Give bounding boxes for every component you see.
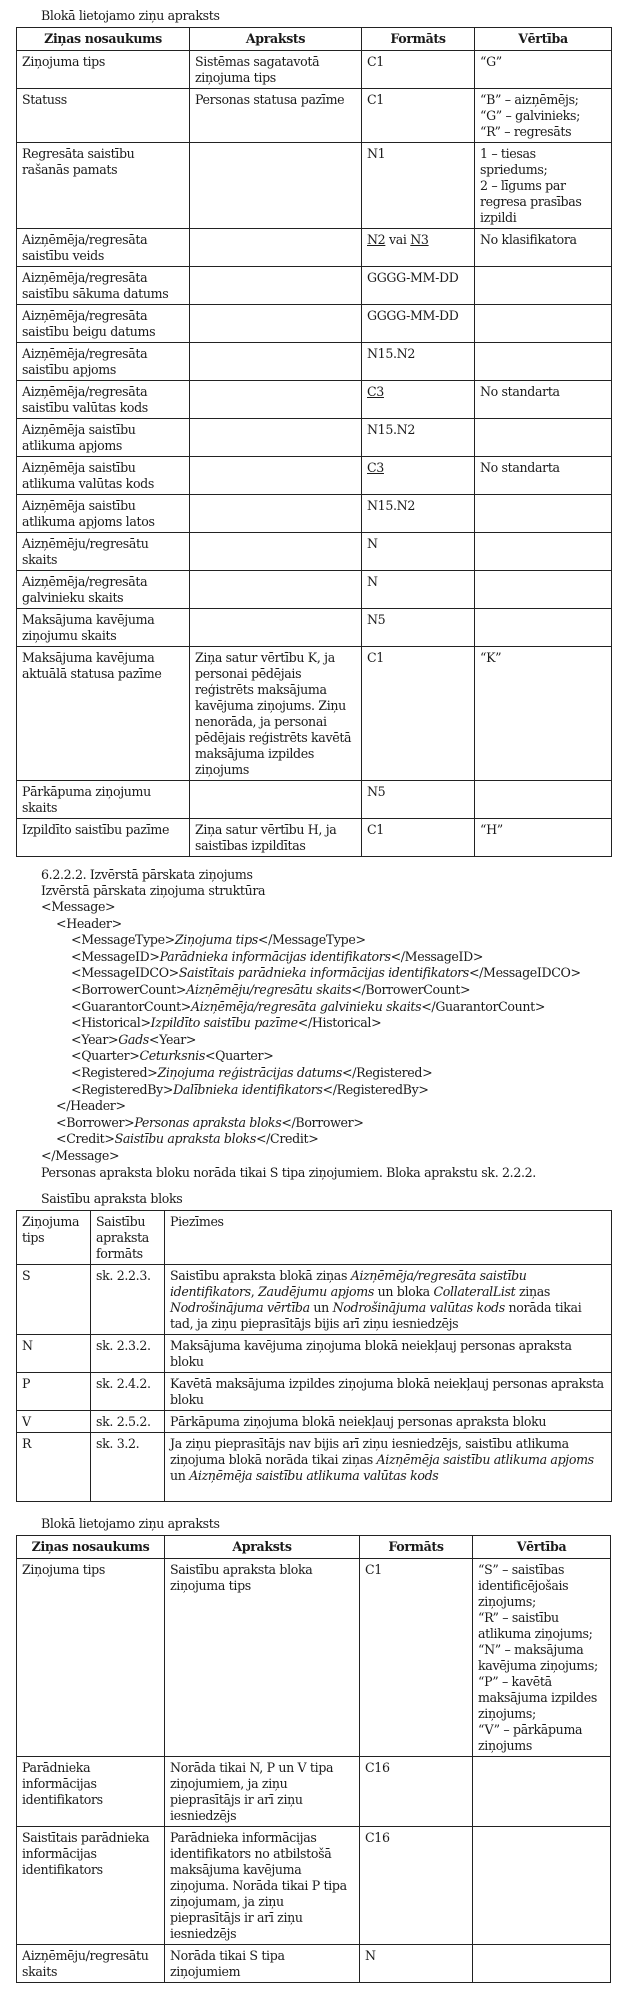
xml-open-tag: <Year> <box>71 1031 119 1047</box>
value-cell: “K” <box>475 647 612 781</box>
xml-content: Saistītais parādnieka informācijas identifikators <box>178 965 469 981</box>
xml-line <box>41 916 612 933</box>
xml-line <box>41 932 612 949</box>
value-cell <box>475 267 612 305</box>
description-cell: Parādnieka informācijas identifikators no atbilstošā maksājuma kavējuma ziņojuma. Norāda tikai P tipa ziņojumam, ja ziņu pieprasītājs ir arī ziņu iesniedzējs <box>165 1826 360 1944</box>
xml-content: Aizņēmēja/regresāta galvinieku skaits <box>191 998 422 1014</box>
xml-content: Izpildīto saistību pazīme <box>150 1015 298 1031</box>
text-segment: GGGG-MM-DD <box>367 308 459 323</box>
value-cell: 1 – tiesas spriedums; 2 – līgums par regresa prasības izpildi <box>475 143 612 229</box>
xml-close-tag: </GuarantorCount> <box>421 998 546 1014</box>
italic-term: CollateralList <box>433 1283 516 1299</box>
notes-cell <box>165 1372 612 1410</box>
table-row <box>17 457 612 495</box>
table-row <box>17 1558 611 1756</box>
xml-line <box>41 1098 612 1115</box>
table-row <box>17 1334 612 1372</box>
field-name-cell: Aizņēmēja/regresāta saistību valūtas kods <box>17 381 190 419</box>
format-cell <box>362 457 475 495</box>
xml-close-tag: </Historical> <box>297 1015 382 1031</box>
header-value: Vērtība <box>473 1535 611 1558</box>
message-type-cell: N <box>17 1334 91 1372</box>
description-cell: Personas statusa pazīme <box>190 89 362 143</box>
text-segment: N15.N2 <box>367 422 415 437</box>
table-row <box>17 143 612 229</box>
message-type-cell: P <box>17 1372 91 1410</box>
header-field-name: Ziņas nosaukums <box>17 1535 165 1558</box>
value-cell <box>475 419 612 457</box>
header-message-type: Ziņojuma tips <box>17 1210 91 1264</box>
xml-close-tag: </MessageIDCO> <box>468 965 581 981</box>
format-cell <box>360 1826 473 1944</box>
xml-close-tag: </MessageType> <box>257 932 366 948</box>
text-segment: N <box>367 574 378 589</box>
table-row <box>17 1944 611 1982</box>
xml-line <box>41 899 612 916</box>
value-cell <box>475 495 612 533</box>
field-name-cell: Aizņēmēja/regresāta saistību sākuma datums <box>17 267 190 305</box>
format-cell <box>362 143 475 229</box>
xml-line <box>41 1131 612 1148</box>
description-cell: Ziņa satur vērtību H, ja saistības izpildītas <box>190 819 362 857</box>
xml-content: Ziņojuma tips <box>174 932 258 948</box>
xml-close-tag: </RegisteredBy> <box>322 1081 429 1097</box>
value-cell <box>475 781 612 819</box>
description-cell: Sistēmas sagatavotā ziņojuma tips <box>190 51 362 89</box>
format-reference-cell: sk. 2.2.3. <box>91 1264 165 1334</box>
description-cell <box>190 343 362 381</box>
description-cell <box>190 143 362 229</box>
block-fields-table <box>16 27 612 857</box>
text-segment: norāda tikai tad, ja ziņu pieprasītājs bijis arī ziņu iesniedzējs <box>170 1299 582 1331</box>
format-cell <box>360 1944 473 1982</box>
italic-term: Zaudējumu apjoms <box>258 1283 374 1299</box>
header-format: Formāts <box>360 1535 473 1558</box>
italic-term: Aizņēmēja/regresāta saistību identifikators <box>170 1267 527 1299</box>
xml-open-tag: <Borrower> <box>56 1114 135 1130</box>
section-heading: 6.2.2.2. Izvērstā pārskata ziņojums <box>41 867 253 882</box>
format-cell <box>360 1558 473 1756</box>
format-cell <box>362 495 475 533</box>
header-description: Apraksts <box>165 1535 360 1558</box>
field-name-cell: Aizņēmēja/regresāta saistību veids <box>17 229 190 267</box>
xml-open-tag: <Credit> <box>56 1131 115 1147</box>
underlined-format: C3 <box>367 460 384 475</box>
description-cell <box>190 533 362 571</box>
text-segment: C1 <box>367 650 384 665</box>
value-cell <box>475 305 612 343</box>
notes-cell <box>165 1264 612 1334</box>
text-segment: C16 <box>365 1829 390 1845</box>
value-cell: “S” – saistības identificējošais ziņojums; “R” – saistību atlikuma ziņojums; “N” – maksājuma kavējuma ziņojums; “P” – kavētā maksājuma izpildes ziņojums; “V” – pārkāpuma ziņojums <box>473 1558 611 1756</box>
format-cell <box>362 343 475 381</box>
xml-open-tag: <Message> <box>41 899 116 914</box>
format-cell <box>362 533 475 571</box>
xml-line <box>41 1115 612 1132</box>
format-cell <box>362 89 475 143</box>
text-segment: C1 <box>367 54 384 69</box>
description-cell: Norāda tikai N, P un V tipa ziņojumiem, ja ziņu pieprasītājs ir arī ziņu iesniedzējs <box>165 1756 360 1826</box>
description-cell <box>190 229 362 267</box>
text-segment: , <box>250 1283 259 1299</box>
xml-open-tag: </Header> <box>56 1098 126 1114</box>
text-segment: N5 <box>367 784 386 799</box>
xml-close-tag: </Borrower> <box>281 1114 364 1130</box>
notes-cell <box>165 1432 612 1501</box>
description-cell <box>190 609 362 647</box>
text-segment: Maksājuma kavējuma ziņojuma blokā neiekļauj personas apraksta bloku <box>170 1337 572 1369</box>
text-segment: vai <box>385 232 411 247</box>
message-type-cell: V <box>17 1410 91 1432</box>
format-cell <box>362 819 475 857</box>
text-segment: Pārkāpuma ziņojuma blokā neiekļauj personas apraksta bloku <box>170 1413 547 1429</box>
italic-term: Aizņēmēja saistību atlikuma valūtas kods <box>189 1467 439 1483</box>
xml-open-tag: <Historical> <box>71 1015 151 1031</box>
table-row <box>17 343 612 381</box>
table-row <box>17 1264 612 1334</box>
structure-subheading: Izvērstā pārskata ziņojuma struktūra <box>41 883 266 898</box>
table-row <box>17 419 612 457</box>
underlined-format: N2 <box>367 232 386 247</box>
table-row <box>17 1756 611 1826</box>
description-cell <box>190 267 362 305</box>
italic-term: Aizņēmēja saistību atlikuma apjoms <box>376 1451 594 1467</box>
xml-close-tag: <Year> <box>148 1031 197 1047</box>
text-segment: ziņas <box>515 1283 551 1299</box>
text-segment: un <box>309 1299 333 1315</box>
field-name-cell: Aizņēmēju/regresātu skaits <box>17 1944 165 1982</box>
format-cell <box>362 267 475 305</box>
description-cell: Saistību apraksta bloka ziņojuma tips <box>165 1558 360 1756</box>
header-value: Vērtība <box>475 28 612 51</box>
field-name-cell: Aizņēmēja saistību atlikuma valūtas kods <box>17 457 190 495</box>
italic-term: Nodrošinājuma vērtība <box>170 1299 310 1315</box>
xml-open-tag: <GuarantorCount> <box>71 998 191 1014</box>
text-segment: Kavētā maksājuma izpildes ziņojuma blokā neiekļauj personas apraksta bloku <box>170 1375 604 1407</box>
xml-open-tag: <Header> <box>56 915 122 931</box>
value-cell: No standarta <box>475 381 612 419</box>
field-name-cell: Aizņēmēja/regresāta saistību beigu datums <box>17 305 190 343</box>
text-segment: N15.N2 <box>367 498 415 513</box>
text-segment: un <box>170 1467 190 1483</box>
table-row <box>17 571 612 609</box>
xml-open-tag: <Registered> <box>71 1064 158 1080</box>
xml-open-tag: <RegisteredBy> <box>71 1081 174 1097</box>
xml-line <box>41 1032 612 1049</box>
field-name-cell: Maksājuma kavējuma aktuālā statusa pazīme <box>17 647 190 781</box>
text-segment: un bloka <box>373 1283 434 1299</box>
value-cell: “B” – aizņēmējs; “G” – galvinieks; “R” – regresāts <box>475 89 612 143</box>
description-cell <box>190 781 362 819</box>
xml-line <box>41 1015 612 1032</box>
xml-line <box>41 999 612 1016</box>
text-segment: N15.N2 <box>367 346 415 361</box>
block-fields-table-2 <box>16 1535 611 1983</box>
credit-block-heading: Saistību apraksta bloks <box>41 1190 183 1206</box>
xml-open-tag: <MessageID> <box>71 948 160 964</box>
xml-line <box>41 982 612 999</box>
text-segment: N <box>367 536 378 551</box>
field-name-cell: Parādnieka informācijas identifikators <box>17 1756 165 1826</box>
field-name-cell: Regresāta saistību rašanās pamats <box>17 143 190 229</box>
value-cell <box>473 1826 611 1944</box>
value-cell: “H” <box>475 819 612 857</box>
field-name-cell: Aizņēmēja saistību atlikuma apjoms <box>17 419 190 457</box>
format-reference-cell: sk. 2.3.2. <box>91 1334 165 1372</box>
table-row <box>17 89 612 143</box>
format-reference-cell: sk. 2.5.2. <box>91 1410 165 1432</box>
message-type-cell: S <box>17 1264 91 1334</box>
italic-term: Nodrošinājuma valūtas kods <box>332 1299 505 1315</box>
table-row <box>17 495 612 533</box>
xml-content: Ziņojuma reģistrācijas datums <box>157 1064 342 1080</box>
block-fields-heading-2: Blokā lietojamo ziņu apraksts <box>41 1515 220 1531</box>
value-cell <box>475 609 612 647</box>
header-format: Formāts <box>362 28 475 51</box>
text-segment: N5 <box>367 612 386 627</box>
xml-open-tag: <MessageType> <box>71 932 175 948</box>
xml-close-tag: </Registered> <box>341 1064 433 1080</box>
field-name-cell: Aizņēmēja/regresāta galvinieku skaits <box>17 571 190 609</box>
xml-structure <box>41 899 612 1165</box>
value-cell: No standarta <box>475 457 612 495</box>
format-reference-cell: sk. 3.2. <box>91 1432 165 1501</box>
table-row <box>17 1826 611 1944</box>
xml-content: Ceturksnis <box>139 1048 205 1064</box>
field-name-cell: Saistītais parādnieka informācijas identifikators <box>17 1826 165 1944</box>
xml-line <box>41 965 612 982</box>
field-name-cell: Aizņēmēju/regresātu skaits <box>17 533 190 571</box>
field-name-cell: Izpildīto saistību pazīme <box>17 819 190 857</box>
value-cell <box>475 343 612 381</box>
header-notes: Piezīmes <box>165 1210 612 1264</box>
xml-content: Gads <box>118 1031 149 1047</box>
table-row <box>17 1410 612 1432</box>
xml-close-tag: <Quarter> <box>204 1048 274 1064</box>
xml-line <box>41 1082 612 1099</box>
description-cell <box>190 495 362 533</box>
text-segment: N1 <box>367 146 386 161</box>
value-cell: “G” <box>475 51 612 89</box>
text-segment: Ja ziņu pieprasītājs nav bijis arī ziņu iesniedzējs, saistību atlikuma ziņojuma blokā norāda tikai ziņas <box>170 1435 569 1467</box>
value-cell <box>473 1756 611 1826</box>
xml-content: Personas apraksta bloks <box>134 1114 282 1130</box>
block-fields-heading: Blokā lietojamo ziņu apraksts <box>41 8 220 23</box>
format-cell <box>362 419 475 457</box>
xml-line <box>41 1148 612 1165</box>
field-name-cell: Ziņojuma tips <box>17 1558 165 1756</box>
xml-open-tag: <BorrowerCount> <box>71 981 187 997</box>
value-cell <box>473 1944 611 1982</box>
table-row <box>17 305 612 343</box>
header-credit-format: Saistību apraksta formāts <box>91 1210 165 1264</box>
xml-line <box>41 1048 612 1065</box>
table-row <box>17 51 612 89</box>
field-name-cell: Maksājuma kavējuma ziņojumu skaits <box>17 609 190 647</box>
table-row <box>17 819 612 857</box>
xml-close-tag: </BorrowerCount> <box>351 981 471 997</box>
underlined-format: C3 <box>367 384 384 399</box>
value-cell <box>475 571 612 609</box>
field-name-cell: Statuss <box>17 89 190 143</box>
format-cell <box>362 781 475 819</box>
description-cell: Ziņa satur vērtību K, ja personai pēdējais reģistrēts maksājuma kavējuma ziņojums. Ziņu nenorāda, ja personai pēdējais reģistrēts kavētā maksājuma izpildes ziņojums <box>190 647 362 781</box>
text-segment: C1 <box>367 822 384 837</box>
notes-cell <box>165 1334 612 1372</box>
header-field-name: Ziņas nosaukums <box>17 28 190 51</box>
format-cell <box>362 381 475 419</box>
xml-open-tag: <MessageIDCO> <box>71 965 179 981</box>
table-row <box>17 1432 612 1501</box>
format-cell <box>360 1756 473 1826</box>
credit-block-table <box>16 1210 612 1502</box>
xml-line <box>41 949 612 966</box>
format-cell <box>362 609 475 647</box>
xml-open-tag: </Message> <box>41 1147 120 1163</box>
table-row <box>17 267 612 305</box>
text-segment: C1 <box>365 1561 382 1577</box>
text-segment: Saistību apraksta blokā ziņas <box>170 1267 351 1283</box>
format-cell <box>362 229 475 267</box>
table-row <box>17 229 612 267</box>
description-cell <box>190 381 362 419</box>
text-segment: C1 <box>367 92 384 107</box>
field-name-cell: Aizņēmēja/regresāta saistību apjoms <box>17 343 190 381</box>
header-description: Apraksts <box>190 28 362 51</box>
format-cell <box>362 51 475 89</box>
xml-content: Aizņēmēju/regresātu skaits <box>186 981 352 997</box>
person-block-note: Personas apraksta bloku norāda tikai S tipa ziņojumiem. Bloka aprakstu sk. 2.2.2. <box>41 1164 536 1180</box>
table-row <box>17 1372 612 1410</box>
value-cell <box>475 533 612 571</box>
format-cell <box>362 571 475 609</box>
field-name-cell: Pārkāpuma ziņojumu skaits <box>17 781 190 819</box>
underlined-format: N3 <box>410 232 429 247</box>
description-cell <box>190 305 362 343</box>
xml-content: Dalībnieka identifikators <box>173 1081 323 1097</box>
description-cell <box>190 419 362 457</box>
table-row <box>17 609 612 647</box>
description-cell <box>190 457 362 495</box>
xml-open-tag: <Quarter> <box>71 1048 140 1064</box>
xml-content: Saistību apraksta bloks <box>114 1131 256 1147</box>
format-reference-cell: sk. 2.4.2. <box>91 1372 165 1410</box>
xml-line <box>41 1065 612 1082</box>
xml-content: Parādnieka informācijas identifikators <box>159 948 391 964</box>
text-segment: C16 <box>365 1759 390 1775</box>
value-cell: No klasifikatora <box>475 229 612 267</box>
description-cell: Norāda tikai S tipa ziņojumiem <box>165 1944 360 1982</box>
format-cell <box>362 647 475 781</box>
text-segment: N <box>365 1947 376 1963</box>
field-name-cell: Ziņojuma tips <box>17 51 190 89</box>
table-row <box>17 381 612 419</box>
field-name-cell: Aizņēmēja saistību atlikuma apjoms latos <box>17 495 190 533</box>
table-row <box>17 781 612 819</box>
format-cell <box>362 305 475 343</box>
text-segment: GGGG-MM-DD <box>367 270 459 285</box>
description-cell <box>190 571 362 609</box>
message-type-cell: R <box>17 1432 91 1501</box>
table-row <box>17 647 612 781</box>
notes-cell <box>165 1410 612 1432</box>
xml-close-tag: </MessageID> <box>390 948 484 964</box>
xml-close-tag: </Credit> <box>255 1131 319 1147</box>
table-row <box>17 533 612 571</box>
